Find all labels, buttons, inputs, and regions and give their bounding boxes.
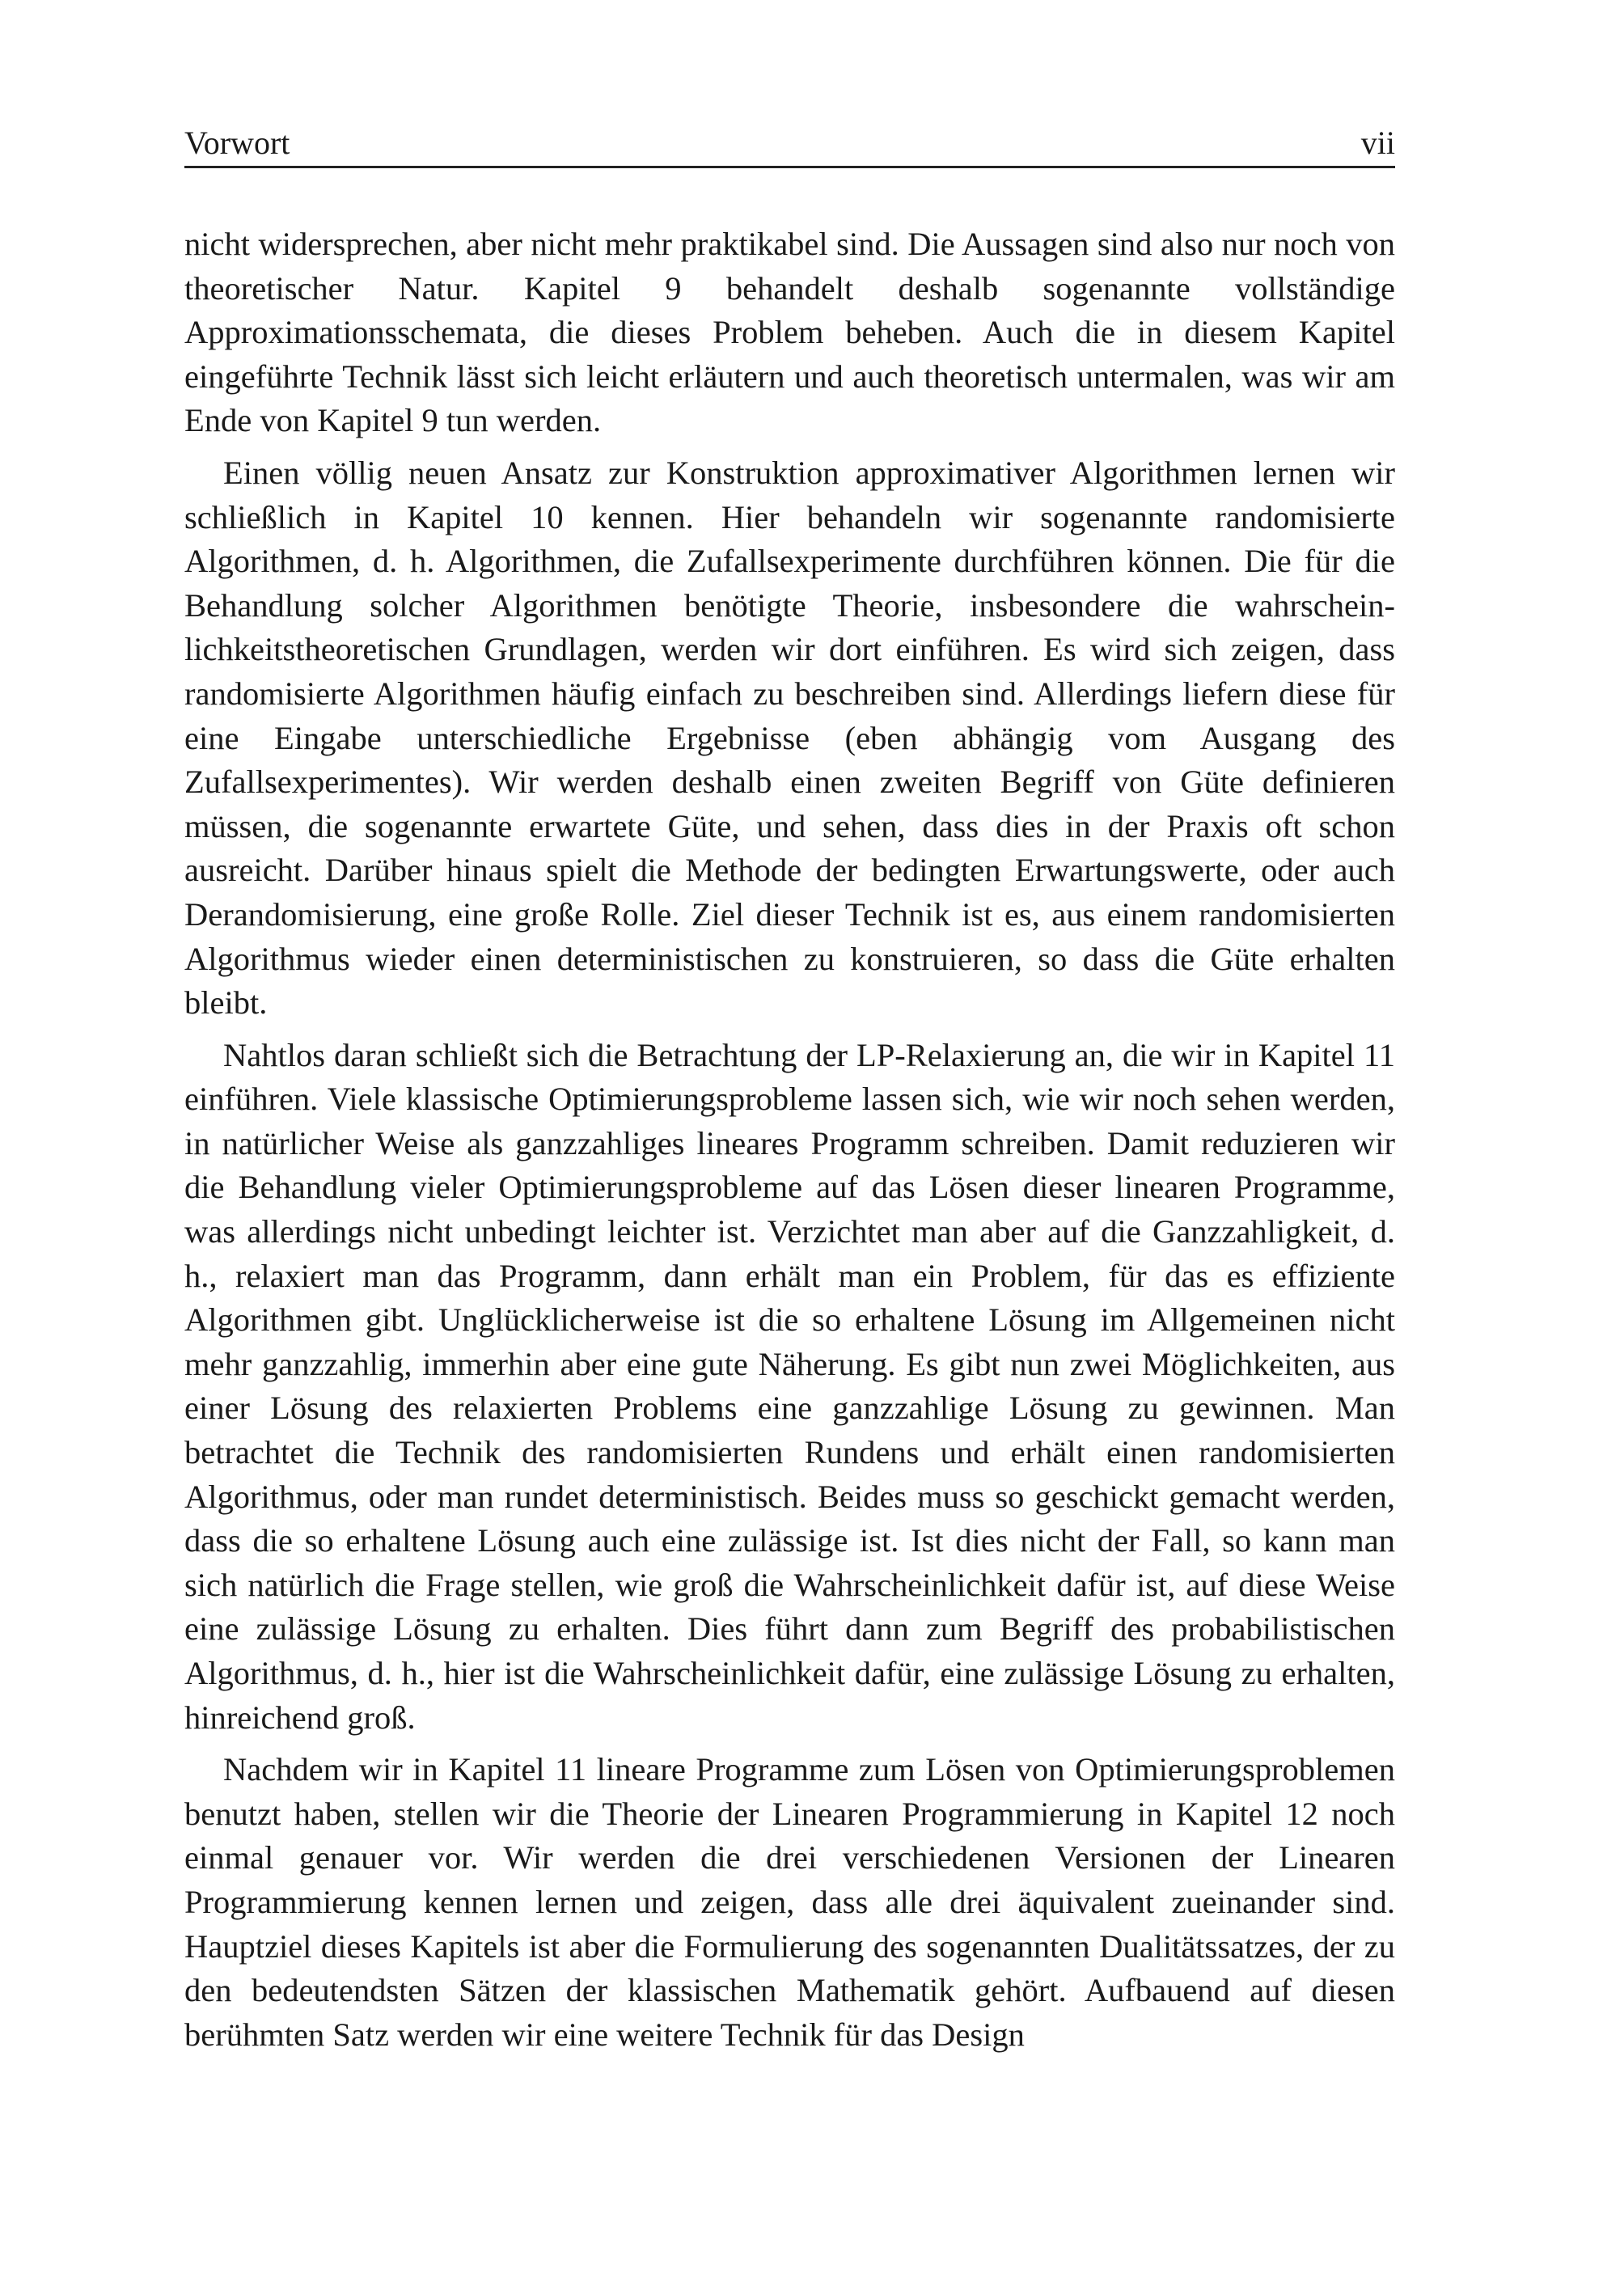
body-text [184,222,1395,2057]
paragraph: Nahtlos daran schließt sich die Betrachtung der LP-Relaxierung an, die wir in Kapitel 11 einführen. Viele klassische Optimierungsprobleme lassen sich, wie wir noch sehen werden, in natürlicher Weise als ganzzahliges lineares Programm schreiben. Damit reduzieren wir die Behandlung vieler Optimierungsprobleme auf das Lösen dieser linearen Programme, was allerdings nicht unbedingt leichter ist. Verzichtet man aber auf die Ganzzahligkeit, d. h., relaxiert man das Programm, dann erhält man ein Problem, für das es effiziente Algorithmen gibt. Unglücklicherweise ist die so erhaltene Lösung im Allgemeinen nicht mehr ganzzahlig, immerhin aber eine gute Näherung. Es gibt nun zwei Möglichkeiten, aus einer Lösung des relaxierten Problems eine ganzzahlige Lösung zu gewinnen. Man betrachtet die Technik des randomisierten Rundens und erhält einen randomisierten Algorithmus, oder man rundet deterministisch. Beides muss so geschickt gemacht werden, dass die so erhaltene Lösung auch eine zulässige ist. Ist dies nicht der Fall, so kann man sich natürlich die Frage stellen, wie groß die Wahrscheinlichkeit dafür ist, auf diese Weise eine zulässige Lösung zu erhalten. Dies führt dann zum Begriff des probabilistischen Algorithmus, d. h., hier ist die Wahrscheinlichkeit dafür, eine zulässige Lösung zu erhalten, hinreichend groß. [184,1036,1395,1736]
running-header [184,120,1395,168]
paragraph: Nachdem wir in Kapitel 11 lineare Programme zum Lösen von Optimierungsproblemen benutzt haben, stellen wir die Theorie der Linearen Programmierung in Kapitel 12 noch einmal genauer vor. Wir werden die drei verschiedenen Versionen der Linearen Programmierung kennen lernen und zeigen, dass alle drei äquivalent zueinander sind. Hauptziel dieses Kapitels ist aber die Formulierung des sogenannten Dualitätssatzes, der zu den bedeutendsten Sätzen der klassischen Mathematik gehört. Aufbauend auf diesen berühmten Satz werden wir eine weitere Technik für das Design [184,1751,1395,2053]
chapter-title: Vorwort [184,125,290,161]
paragraph: nicht widersprechen, aber nicht mehr praktikabel sind. Die Aussagen sind also nur noch von theoretischer Natur. Kapitel 9 behandelt deshalb sogenannte vollständige Approximationsschemata, die dieses Problem beheben. Auch die in diesem Kapitel eingeführte Technik lässt sich leicht erläutern und auch theoretisch untermalen, was wir am Ende von Kapitel 9 tun werden. [184,226,1395,439]
paragraph: Einen völlig neuen Ansatz zur Konstruktion approximativer Algorithmen lernen wir schließlich in Kapitel 10 kennen. Hier behandeln wir sogenannte randomisierte Algorithmen, d. h. Algorithmen, die Zufallsexperimente durchführen können. Die für die Behandlung solcher Algorithmen benötigte Theorie, insbesondere die wahrscheinlichkeitstheoretischen Grundlagen, werden wir dort einführen. Es wird sich zeigen, dass randomisierte Algorithmen häufig einfach zu beschreiben sind. Allerdings liefern diese für eine Eingabe unterschiedliche Ergebnisse (eben abhängig vom Ausgang des Zufallsexperimentes). Wir werden deshalb einen zweiten Begriff von Güte definieren müssen, die sogenannte erwartete Güte, und sehen, dass dies in der Praxis oft schon ausreicht. Darüber hinaus spielt die Methode der bedingten Erwartungswerte, oder auch Derandomisierung, eine große Rolle. Ziel dieser Technik ist es, aus einem randomisierten Algorithmus wieder einen deterministischen zu konstruieren, so dass die Güte erhalten bleibt. [184,454,1395,1022]
page-number: vii [1360,125,1395,161]
